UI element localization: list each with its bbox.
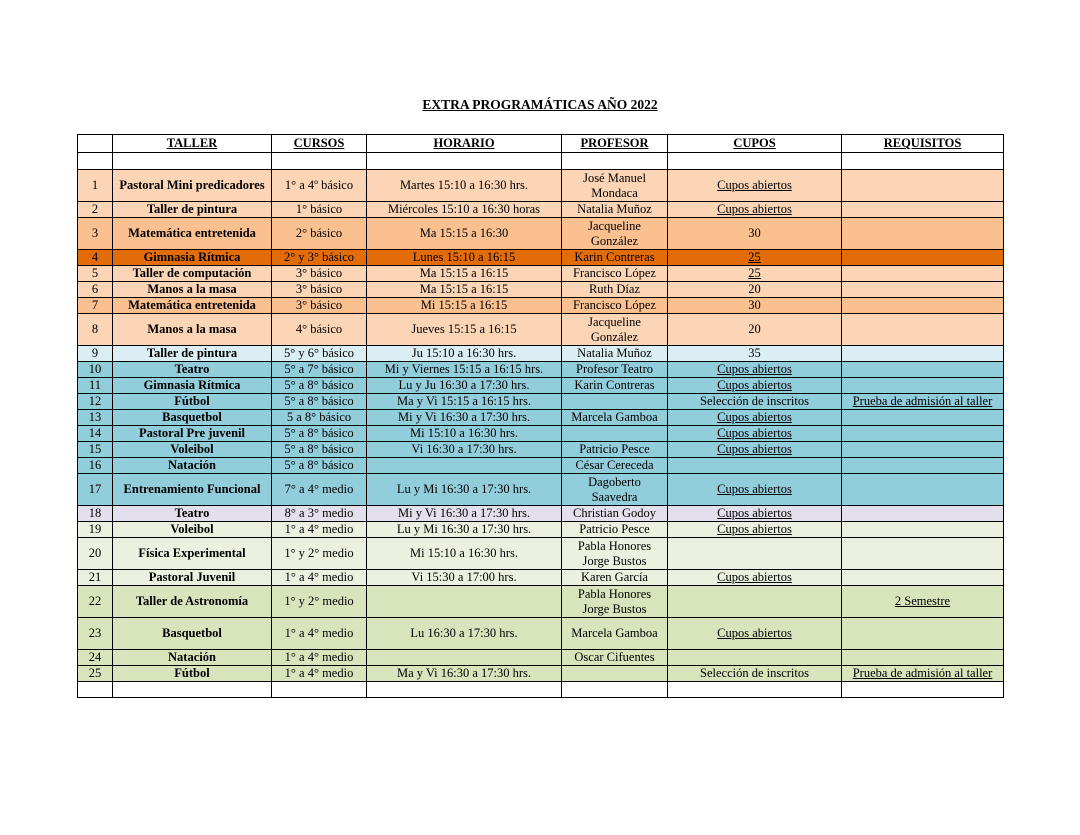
header-horario: HORARIO [367, 135, 562, 153]
row-number: 4 [78, 250, 113, 266]
table-row [78, 170, 1004, 202]
cursos-cell: 3° básico [272, 266, 367, 282]
table-row [78, 394, 1004, 410]
requisitos-cell [842, 202, 1004, 218]
requisitos-cell [842, 298, 1004, 314]
requisitos-cell [842, 618, 1004, 650]
taller-cell: Taller de pintura [113, 346, 272, 362]
horario-cell [367, 458, 562, 474]
table-row [78, 378, 1004, 394]
profesor-cell: Pabla Honores Jorge Bustos [562, 538, 668, 570]
cupos-cell: 30 [668, 218, 842, 250]
taller-cell: Pastoral Mini predicadores [113, 170, 272, 202]
horario-cell: Martes 15:10 a 16:30 hrs. [367, 170, 562, 202]
requisitos-cell [842, 378, 1004, 394]
row-number: 25 [78, 666, 113, 682]
cursos-cell: 5° a 7° básico [272, 362, 367, 378]
horario-cell [367, 586, 562, 618]
profesor-cell: Francisco López [562, 298, 668, 314]
cursos-cell: 1° a 4° medio [272, 618, 367, 650]
row-number: 15 [78, 442, 113, 458]
cupos-cell[interactable]: Cupos abiertos [668, 170, 842, 202]
requisitos-cell [842, 538, 1004, 570]
profesor-cell: Patricio Pesce [562, 522, 668, 538]
row-number: 9 [78, 346, 113, 362]
cursos-cell: 1° y 2° medio [272, 586, 367, 618]
horario-cell: Ma 15:15 a 16:30 [367, 218, 562, 250]
table-row [78, 362, 1004, 378]
table-row [78, 650, 1004, 666]
taller-cell: Fútbol [113, 394, 272, 410]
requisitos-cell [842, 410, 1004, 426]
cursos-cell: 1° básico [272, 202, 367, 218]
row-number: 14 [78, 426, 113, 442]
requisitos-cell [842, 458, 1004, 474]
cursos-cell: 1° a 4º básico [272, 170, 367, 202]
header-requisitos: REQUISITOS [842, 135, 1004, 153]
row-number: 23 [78, 618, 113, 650]
taller-cell: Manos a la masa [113, 314, 272, 346]
requisitos-cell[interactable]: Prueba de admisión al taller [842, 666, 1004, 682]
row-number: 20 [78, 538, 113, 570]
cursos-cell: 5° a 8° básico [272, 394, 367, 410]
profesor-cell: José Manuel Mondaca [562, 170, 668, 202]
table-row [78, 202, 1004, 218]
row-number: 6 [78, 282, 113, 298]
taller-cell: Voleibol [113, 522, 272, 538]
profesor-cell: Marcela Gamboa [562, 618, 668, 650]
row-number: 19 [78, 522, 113, 538]
blank-row [78, 153, 1004, 170]
profesor-cell [562, 666, 668, 682]
profesor-cell: Ruth Díaz [562, 282, 668, 298]
taller-cell: Pastoral Juvenil [113, 570, 272, 586]
table-row [78, 346, 1004, 362]
header-num [78, 135, 113, 153]
cursos-cell: 2° y 3° básico [272, 250, 367, 266]
profesor-cell: Patricio Pesce [562, 442, 668, 458]
requisitos-cell [842, 346, 1004, 362]
taller-cell: Fútbol [113, 666, 272, 682]
taller-cell: Teatro [113, 506, 272, 522]
taller-cell: Natación [113, 650, 272, 666]
profesor-cell: Oscar Cifuentes [562, 650, 668, 666]
cursos-cell: 2° básico [272, 218, 367, 250]
horario-cell: Lunes 15:10 a 16:15 [367, 250, 562, 266]
table-row [78, 442, 1004, 458]
requisitos-cell[interactable]: 2 Semestre [842, 586, 1004, 618]
profesor-cell: Dagoberto Saavedra [562, 474, 668, 506]
row-number: 2 [78, 202, 113, 218]
row-number: 18 [78, 506, 113, 522]
horario-cell: Miércoles 15:10 a 16:30 horas [367, 202, 562, 218]
cupos-cell: Selección de inscritos [668, 666, 842, 682]
requisitos-cell [842, 362, 1004, 378]
header-cupos: CUPOS [668, 135, 842, 153]
requisitos-cell [842, 314, 1004, 346]
table-row [78, 250, 1004, 266]
horario-cell: Ma y Vi 15:15 a 16:15 hrs. [367, 394, 562, 410]
horario-cell: Ju 15:10 a 16:30 hrs. [367, 346, 562, 362]
cupos-cell: 20 [668, 282, 842, 298]
profesor-cell: Karin Contreras [562, 378, 668, 394]
table-row [78, 570, 1004, 586]
horario-cell: Mi 15:15 a 16:15 [367, 298, 562, 314]
requisitos-cell [842, 474, 1004, 506]
requisitos-cell [842, 266, 1004, 282]
cursos-cell: 5° a 8° básico [272, 378, 367, 394]
horario-cell: Lu y Mi 16:30 a 17:30 hrs. [367, 474, 562, 506]
taller-cell: Pastoral Pre juvenil [113, 426, 272, 442]
cupos-cell [668, 586, 842, 618]
cupos-cell: 20 [668, 314, 842, 346]
row-number: 10 [78, 362, 113, 378]
table-row [78, 666, 1004, 682]
cursos-cell: 1° a 4° medio [272, 666, 367, 682]
horario-cell: Lu 16:30 a 17:30 hrs. [367, 618, 562, 650]
horario-cell: Mi 15:10 a 16:30 hrs. [367, 426, 562, 442]
cupos-cell[interactable]: Cupos abiertos [668, 442, 842, 458]
taller-cell: Taller de computación [113, 266, 272, 282]
row-number: 7 [78, 298, 113, 314]
cupos-cell[interactable]: Cupos abiertos [668, 426, 842, 442]
horario-cell: Ma 15:15 a 16:15 [367, 282, 562, 298]
requisitos-cell [842, 650, 1004, 666]
cupos-cell [668, 538, 842, 570]
row-number: 12 [78, 394, 113, 410]
cursos-cell: 5° a 8° básico [272, 442, 367, 458]
table-row [78, 298, 1004, 314]
document-title: EXTRA PROGRAMÁTICAS AÑO 2022 [422, 97, 658, 112]
horario-cell: Vi 15:30 a 17:00 hrs. [367, 570, 562, 586]
profesor-cell: Christian Godoy [562, 506, 668, 522]
taller-cell: Taller de Astronomía [113, 586, 272, 618]
profesor-cell: Francisco López [562, 266, 668, 282]
cupos-cell[interactable]: 25 [668, 250, 842, 266]
row-number: 21 [78, 570, 113, 586]
taller-cell: Física Experimental [113, 538, 272, 570]
cupos-cell[interactable]: 25 [668, 266, 842, 282]
cursos-cell: 1° a 4° medio [272, 522, 367, 538]
table-row [78, 618, 1004, 650]
row-number: 22 [78, 586, 113, 618]
cursos-cell: 1° y 2° medio [272, 538, 367, 570]
profesor-cell [562, 426, 668, 442]
requisitos-cell [842, 442, 1004, 458]
schedule-body [78, 153, 1004, 698]
taller-cell: Basquetbol [113, 410, 272, 426]
requisitos-cell [842, 218, 1004, 250]
cupos-cell[interactable]: Cupos abiertos [668, 570, 842, 586]
row-number: 1 [78, 170, 113, 202]
table-row [78, 474, 1004, 506]
cursos-cell: 5° a 8° básico [272, 426, 367, 442]
horario-cell: Ma 15:15 a 16:15 [367, 266, 562, 282]
cursos-cell: 7° a 4° medio [272, 474, 367, 506]
taller-cell: Basquetbol [113, 618, 272, 650]
cupos-cell[interactable]: Cupos abiertos [668, 618, 842, 650]
taller-cell: Gimnasia Rítmica [113, 250, 272, 266]
table-row [78, 426, 1004, 442]
profesor-cell: Karen García [562, 570, 668, 586]
horario-cell: Ma y Vi 16:30 a 17:30 hrs. [367, 666, 562, 682]
requisitos-cell [842, 506, 1004, 522]
row-number: 24 [78, 650, 113, 666]
header-taller: TALLER [113, 135, 272, 153]
requisitos-cell[interactable]: Prueba de admisión al taller [842, 394, 1004, 410]
requisitos-cell [842, 250, 1004, 266]
cupos-cell[interactable]: Cupos abiertos [668, 202, 842, 218]
profesor-cell: Pabla Honores Jorge Bustos [562, 586, 668, 618]
cursos-cell: 3° básico [272, 298, 367, 314]
horario-cell [367, 650, 562, 666]
cupos-cell[interactable]: Cupos abiertos [668, 522, 842, 538]
horario-cell: Mi y Viernes 15:15 a 16:15 hrs. [367, 362, 562, 378]
horario-cell: Mi 15:10 a 16:30 hrs. [367, 538, 562, 570]
row-number: 17 [78, 474, 113, 506]
table-row [78, 538, 1004, 570]
cursos-cell: 3° básico [272, 282, 367, 298]
requisitos-cell [842, 282, 1004, 298]
taller-cell: Matemática entretenida [113, 218, 272, 250]
cursos-cell: 1° a 4° medio [272, 650, 367, 666]
cupos-cell [668, 458, 842, 474]
taller-cell: Entrenamiento Funcional [113, 474, 272, 506]
requisitos-cell [842, 170, 1004, 202]
cursos-cell: 5° y 6° básico [272, 346, 367, 362]
table-row [78, 506, 1004, 522]
header-profesor: PROFESOR [562, 135, 668, 153]
row-number: 13 [78, 410, 113, 426]
horario-cell: Jueves 15:15 a 16:15 [367, 314, 562, 346]
table-row [78, 266, 1004, 282]
cupos-cell[interactable]: Cupos abiertos [668, 474, 842, 506]
cupos-cell: Selección de inscritos [668, 394, 842, 410]
cursos-cell: 5° a 8° básico [272, 458, 367, 474]
table-row [78, 314, 1004, 346]
cursos-cell: 1° a 4° medio [272, 570, 367, 586]
cupos-cell[interactable]: Cupos abiertos [668, 378, 842, 394]
horario-cell: Mi y Vi 16:30 a 17:30 hrs. [367, 410, 562, 426]
taller-cell: Teatro [113, 362, 272, 378]
horario-cell: Lu y Mi 16:30 a 17:30 hrs. [367, 522, 562, 538]
row-number: 5 [78, 266, 113, 282]
profesor-cell: Natalia Muñoz [562, 346, 668, 362]
header-cursos: CURSOS [272, 135, 367, 153]
profesor-cell: Jacqueline González [562, 218, 668, 250]
requisitos-cell [842, 570, 1004, 586]
taller-cell: Manos a la masa [113, 282, 272, 298]
cupos-cell[interactable]: Cupos abiertos [668, 506, 842, 522]
table-row [78, 282, 1004, 298]
cupos-cell: 30 [668, 298, 842, 314]
taller-cell: Taller de pintura [113, 202, 272, 218]
profesor-cell: Natalia Muñoz [562, 202, 668, 218]
table-row [78, 458, 1004, 474]
cursos-cell: 5 a 8° básico [272, 410, 367, 426]
blank-row [78, 682, 1004, 698]
table-row [78, 218, 1004, 250]
taller-cell: Voleibol [113, 442, 272, 458]
schedule-table [77, 134, 1004, 698]
cupos-cell[interactable]: Cupos abiertos [668, 410, 842, 426]
horario-cell: Lu y Ju 16:30 a 17:30 hrs. [367, 378, 562, 394]
cupos-cell[interactable]: Cupos abiertos [668, 362, 842, 378]
horario-cell: Vi 16:30 a 17:30 hrs. [367, 442, 562, 458]
taller-cell: Matemática entretenida [113, 298, 272, 314]
profesor-cell: Profesor Teatro [562, 362, 668, 378]
taller-cell: Natación [113, 458, 272, 474]
profesor-cell: Jacqueline González [562, 314, 668, 346]
row-number: 11 [78, 378, 113, 394]
profesor-cell [562, 394, 668, 410]
cupos-cell: 35 [668, 346, 842, 362]
profesor-cell: Karin Contreras [562, 250, 668, 266]
cursos-cell: 8° a 3° medio [272, 506, 367, 522]
requisitos-cell [842, 522, 1004, 538]
header-row [78, 135, 1004, 153]
profesor-cell: Marcela Gamboa [562, 410, 668, 426]
cupos-cell [668, 650, 842, 666]
row-number: 3 [78, 218, 113, 250]
table-row [78, 586, 1004, 618]
table-row [78, 522, 1004, 538]
cursos-cell: 4° básico [272, 314, 367, 346]
profesor-cell: César Cereceda [562, 458, 668, 474]
row-number: 16 [78, 458, 113, 474]
taller-cell: Gimnasia Rítmica [113, 378, 272, 394]
row-number: 8 [78, 314, 113, 346]
table-row [78, 410, 1004, 426]
requisitos-cell [842, 426, 1004, 442]
horario-cell: Mi y Vi 16:30 a 17:30 hrs. [367, 506, 562, 522]
